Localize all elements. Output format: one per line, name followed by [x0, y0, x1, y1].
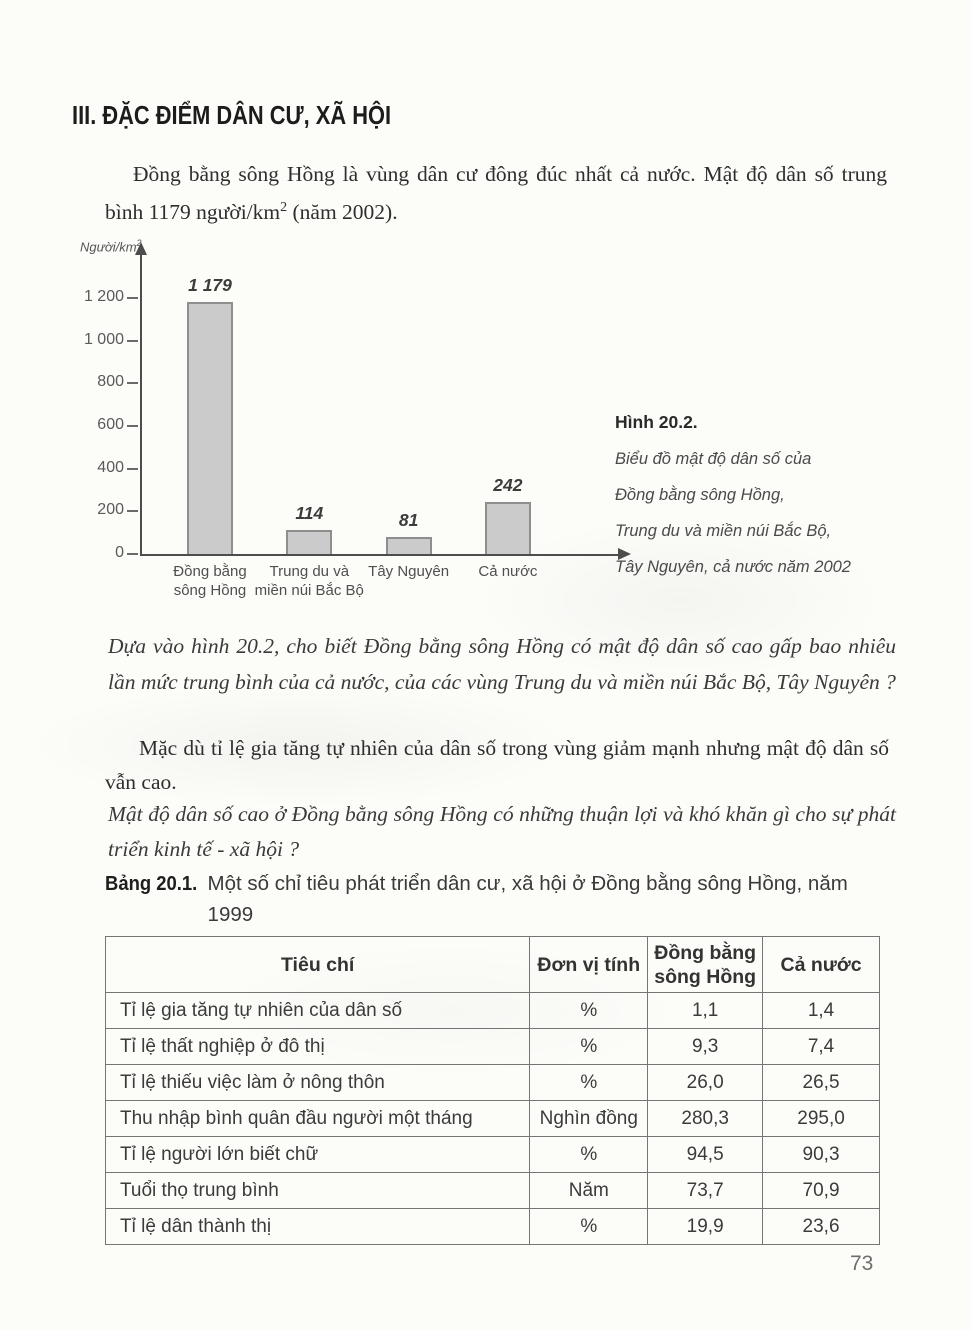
stats-table-header: [106, 937, 880, 993]
table-cell: 9,3: [648, 1029, 763, 1065]
body-paragraph: Mặc dù tỉ lệ gia tăng tự nhiên của dân số trong vùng giảm mạnh nhưng mật độ dân số vẫn cao.: [105, 736, 889, 794]
chart-y-axis-label: [80, 238, 142, 254]
y-tick-label: 600: [97, 416, 124, 433]
table-cell: Nghìn đồng: [530, 1101, 648, 1137]
table-cell: Tuổi thọ trung bình: [106, 1173, 530, 1209]
bar-value-label: 242: [493, 475, 523, 496]
stats-table: [105, 936, 880, 1245]
y-tick-label: 400: [97, 458, 124, 476]
figure-caption-line: Đồng bằng sông Hồng,: [615, 486, 785, 504]
chart-category-label: Trung du và miền núi Bắc Bộ: [254, 563, 364, 599]
figure-caption-line: Biểu đồ mật độ dân số của: [615, 450, 812, 468]
y-axis-label-text: Người/km: [80, 239, 137, 255]
y-tick-label: 1 000: [83, 330, 124, 348]
intro-text-2: (năm 2002).: [287, 200, 398, 225]
table-row: [106, 1209, 880, 1245]
table-cell: 295,0: [763, 1101, 880, 1137]
y-tick-label: 200: [97, 501, 124, 519]
table-row: [106, 1137, 880, 1173]
chart-x-axis: [140, 554, 620, 556]
y-tick-label: 0: [115, 544, 124, 561]
chart-category-label: Đồng bằng sông Hồng: [173, 563, 247, 599]
y-tick-mark: [127, 297, 138, 299]
chart-y-axis: [140, 254, 142, 555]
table-header-cell: Đồng bằng sông Hồng: [648, 937, 763, 993]
y-tick-label: 1 200: [83, 288, 124, 305]
y-tick-mark: [127, 382, 138, 384]
bar-value-label: 1 179: [188, 275, 232, 296]
table-row: [106, 1065, 880, 1101]
table-header-cell: Tiêu chí: [106, 937, 530, 993]
table-cell: 90,3: [763, 1137, 880, 1173]
y-tick-mark: [127, 553, 138, 555]
chart-category-label: Cả nước: [478, 563, 538, 580]
figure-label: Hình 20.2.: [615, 412, 698, 432]
table-cell: 7,4: [763, 1029, 880, 1065]
table-cell: Tỉ lệ thiếu việc làm ở nông thôn: [106, 1065, 530, 1101]
table-cell: 1,1: [648, 993, 763, 1029]
table-cell: Thu nhập bình quân đầu người một tháng: [106, 1101, 530, 1137]
table-cell: 94,5: [648, 1137, 763, 1173]
y-tick-mark: [127, 468, 138, 470]
table-cell: Tỉ lệ gia tăng tự nhiên của dân số: [106, 993, 530, 1029]
table-row: [106, 1029, 880, 1065]
population-density-chart: [80, 238, 640, 623]
table-cell: 1,4: [763, 993, 880, 1029]
table-cell: %: [530, 993, 648, 1029]
table-row: [106, 993, 880, 1029]
table-cell: 19,9: [648, 1209, 763, 1245]
table-caption-text: Một số chỉ tiêu phát triển dân cư, xã hội ở Đồng bằng sông Hồng, năm 1999: [207, 872, 848, 926]
question-2: Mật độ dân số cao ở Đồng bằng sông Hồng có những thuận lợi và khó khăn gì cho sự phát triển kinh tế - xã hội ?: [108, 802, 896, 861]
table-cell: Tỉ lệ thất nghiệp ở đô thị: [106, 1029, 530, 1065]
table-cell: Tỉ lệ dân thành thị: [106, 1209, 530, 1245]
table-header-cell: Cả nước: [763, 937, 880, 993]
table-cell: %: [530, 1029, 648, 1065]
bar-value-label: 81: [398, 509, 419, 530]
table-cell: 26,5: [763, 1065, 880, 1101]
table-cell: 23,6: [763, 1209, 880, 1245]
chart-bar: [485, 502, 531, 554]
intro-text-1: Đồng bằng sông Hồng là vùng dân cư đông đúc nhất cả nước. Mật độ dân số trung bình 1179 người/km: [105, 162, 887, 225]
figure-caption-line: Tây Nguyên, cả nước năm 2002: [615, 558, 851, 576]
y-tick-label: 800: [97, 373, 124, 391]
y-tick-mark: [127, 510, 138, 512]
page-number: 73: [850, 1252, 874, 1275]
table-cell: %: [530, 1137, 648, 1173]
section-heading: III. ĐẶC ĐIỂM DÂN CƯ, XÃ HỘI: [72, 100, 392, 130]
figure-caption: [615, 412, 905, 577]
table-row: [106, 1173, 880, 1209]
chart-bar: [286, 530, 332, 554]
y-tick-mark: [127, 340, 138, 342]
table-cell: Tỉ lệ người lớn biết chữ: [106, 1137, 530, 1173]
table-header-cell: Đơn vị tính: [530, 937, 648, 993]
chart-bar: [187, 302, 233, 554]
table-cell: 26,0: [648, 1065, 763, 1101]
chart-bar: [386, 537, 432, 554]
table-cell: %: [530, 1209, 648, 1245]
table-label: Bảng 20.1.: [105, 872, 198, 895]
figure-caption-line: Trung du và miền núi Bắc Bộ,: [615, 522, 832, 540]
table-cell: 70,9: [763, 1173, 880, 1209]
y-axis-label-sup: 2: [136, 238, 142, 248]
intro-superscript: 2: [280, 200, 288, 215]
question-1: Dựa vào hình 20.2, cho biết Đồng bằng sông Hồng có mật độ dân số cao gấp bao nhiêu lần mức trung bình của cả nước, của các vùng Trung du và miền núi Bắc Bộ, Tây Nguyên ?: [108, 634, 896, 694]
y-tick-mark: [127, 425, 138, 427]
table-cell: 73,7: [648, 1173, 763, 1209]
table-cell: Năm: [530, 1173, 648, 1209]
table-cell: %: [530, 1065, 648, 1101]
intro-paragraph: [105, 157, 887, 229]
table-cell: 280,3: [648, 1101, 763, 1137]
chart-category-label: Tây Nguyên: [368, 563, 450, 580]
table-row: [106, 1101, 880, 1137]
table-caption: [105, 868, 897, 930]
bar-value-label: 114: [295, 502, 324, 523]
